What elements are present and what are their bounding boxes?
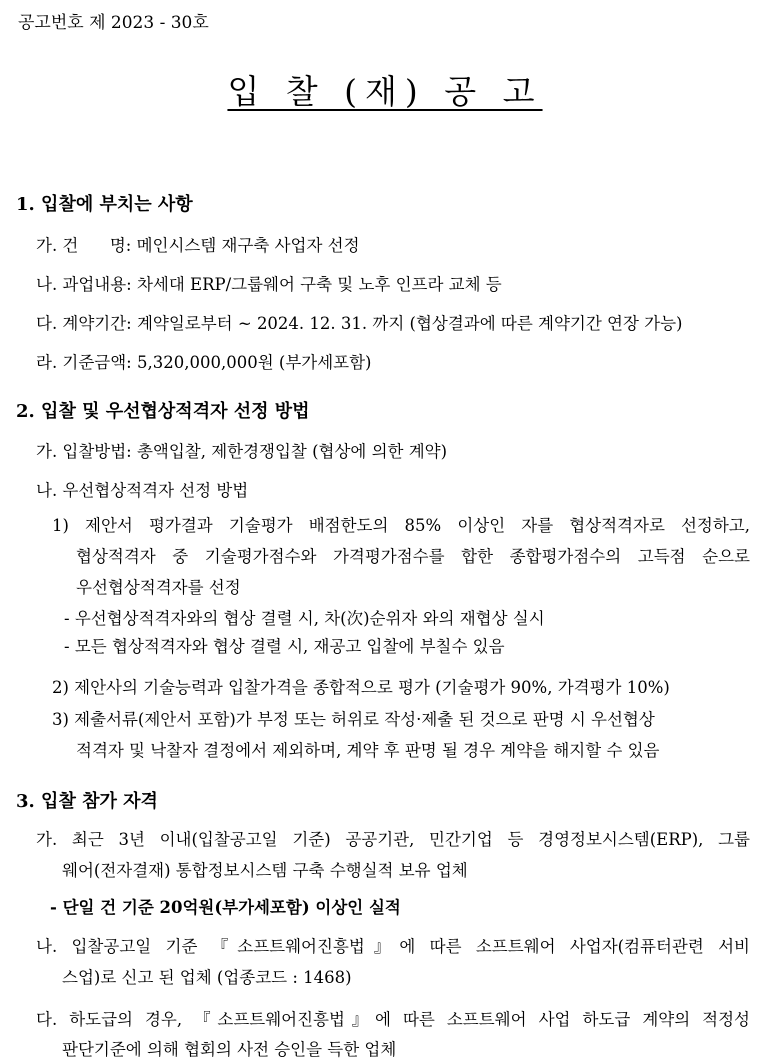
s3-item-ga-line1: 가. 최근 3년 이내(입찰공고일 기준) 공공기관, 민간기업 등 경영정보시스템(ERP), 그룹 (36, 830, 750, 849)
s2-sub3-line2: 적격자 및 낙찰자 결정에서 제외하며, 계약 후 판명 될 경우 계약을 해지할 수 있음 (76, 741, 660, 760)
s2-sub1-line1: 1) 제안서 평가결과 기술평가 배점한도의 85% 이상인 자를 협상적격자로 선정하고, (52, 516, 750, 535)
s2-sub1-line2: 협상적격자 중 기술평가점수와 가격평가점수를 합한 종합평가점수의 고득점 순으로 (76, 547, 750, 566)
s1-item-da: 다. 계약기간: 계약일로부터 ~ 2024. 12. 31. 까지 (협상결과에 따른 계약기간 연장 가능) (36, 314, 683, 333)
s3-item-na-line2: 스업)로 신고 된 업체 (업종코드 : 1468) (62, 968, 352, 987)
s2-dash-2: - 모든 협상적격자와 협상 결렬 시, 재공고 입찰에 부칠수 있음 (64, 637, 505, 656)
s1-item-ra: 라. 기준금액: 5,320,000,000원 (부가세포함) (36, 353, 372, 372)
s3-item-na-line1: 나. 입찰공고일 기준 『소프트웨어진흥법』에 따른 소프트웨어 사업자(컴퓨터관련 서비 (36, 937, 750, 956)
s1-item-ga: 가. 건 명: 메인시스템 재구축 사업자 선정 (36, 236, 360, 255)
document-number: 공고번호 제 2023 - 30호 (18, 13, 209, 33)
s3-item-da-line1: 다. 하도급의 경우, 『소프트웨어진흥법』에 따른 소프트웨어 사업 하도급 계약의 적정성 (36, 1010, 750, 1029)
s2-sub2: 2) 제안사의 기술능력과 입찰가격을 종합적으로 평가 (기술평가 90%, 가격평가 10%) (52, 678, 670, 697)
section-1-heading: 1. 입찰에 부치는 사항 (16, 194, 193, 215)
section-3-heading: 3. 입찰 참가 자격 (16, 791, 158, 812)
page-title: 입 찰 (재) 공 고 (227, 72, 543, 111)
s3-item-da-line2: 판단기준에 의해 협회의 사전 승인을 득한 업체 (62, 1040, 397, 1059)
section-2-heading: 2. 입찰 및 우선협상적격자 선정 방법 (16, 401, 310, 422)
s2-dash-1: - 우선협상적격자와의 협상 결렬 시, 차(次)순위자 와의 재협상 실시 (64, 609, 545, 628)
s2-sub1-line3: 우선협상적격자를 선정 (76, 578, 241, 597)
s1-item-na: 나. 과업내용: 차세대 ERP/그룹웨어 구축 및 노후 인프라 교체 등 (36, 275, 502, 294)
s3-item-ga-dash: - 단일 건 기준 20억원(부가세포함) 이상인 실적 (50, 898, 401, 917)
s2-item-ga: 가. 입찰방법: 총액입찰, 제한경쟁입찰 (협상에 의한 계약) (36, 442, 448, 461)
s3-item-ga-line2: 웨어(전자결재) 통합정보시스템 구축 수행실적 보유 업체 (62, 861, 468, 880)
s2-sub3-line1: 3) 제출서류(제안서 포함)가 부정 또는 허위로 작성·제출 된 것으로 판명 시 우선협상 (52, 710, 655, 729)
s2-item-na: 나. 우선협상적격자 선정 방법 (36, 481, 249, 500)
